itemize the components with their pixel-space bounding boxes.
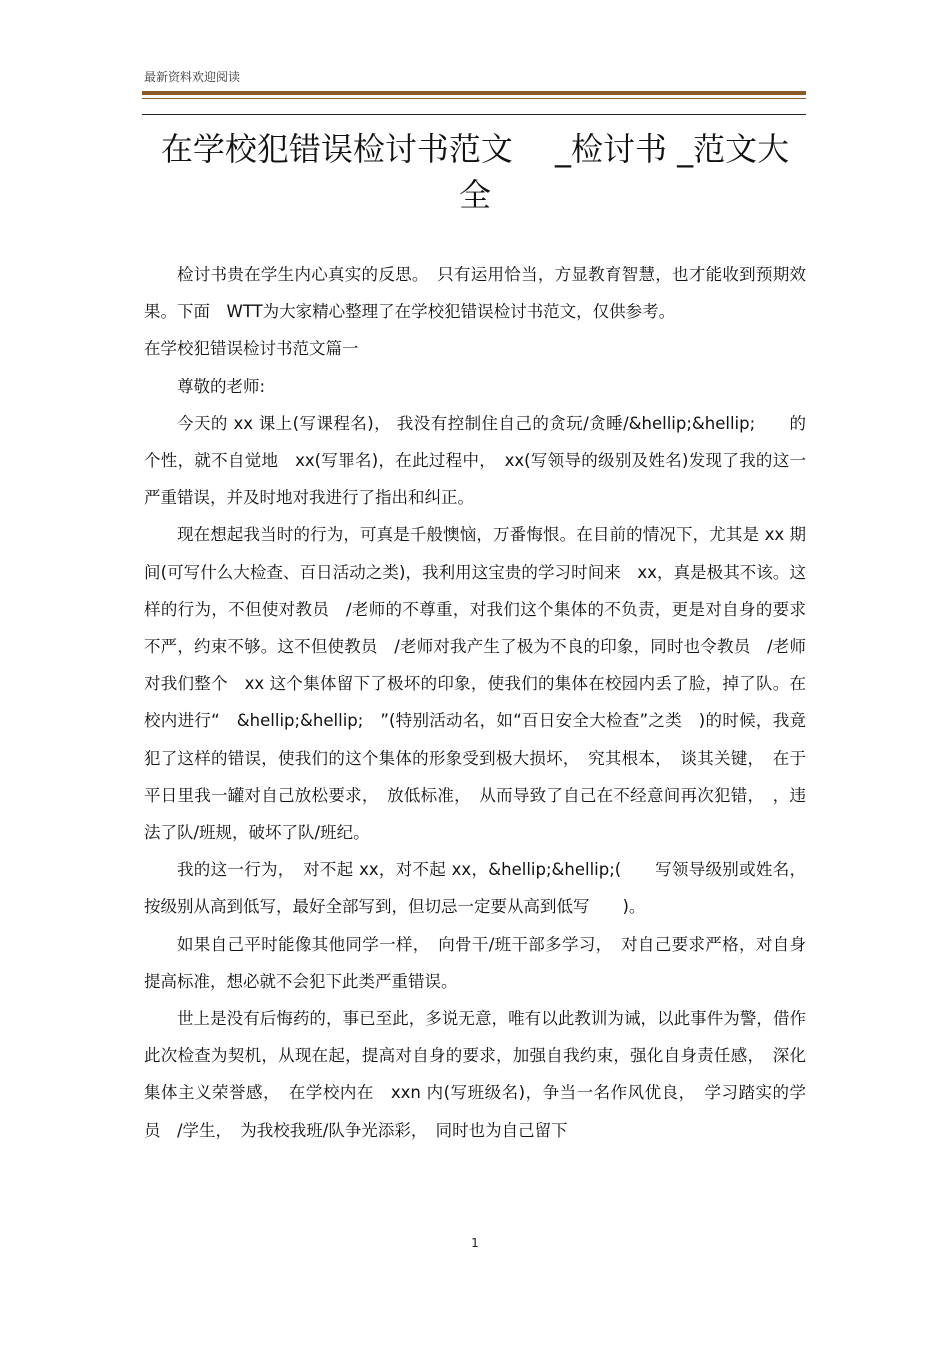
- document-body: [144, 256, 806, 1149]
- title-line-1: 在学校犯错误检讨书范文 _检讨书 _范文大: [160, 130, 790, 168]
- paragraph-intro: 检讨书贵在学生内心真实的反思。 只有运用恰当，方显教育智慧，也才能收到预期效果。下面 WTT为大家精心整理了在学校犯错误检讨书范文，仅供参考。: [144, 265, 806, 322]
- paragraph: 世上是没有后悔药的，事已至此，多说无意，唯有以此教训为诫，以此事件为警，借作此次检查为契机，从现在起，提高对自身的要求，加强自我约束，强化自身责任感， 深化集体主义荣誉感， 在学校内在 xxn 内(写班级名)，争当一名作风优良， 学习踏实的学员 /学生， 为我校我班/队争光添彩， 同时也为自己留下: [144, 1009, 806, 1140]
- title-line-2: 全: [458, 176, 491, 214]
- section-heading: 在学校犯错误检讨书范文篇一: [144, 339, 359, 359]
- title-top-rule: [142, 114, 806, 115]
- header-rule-thick: [142, 91, 806, 95]
- running-header: 最新资料欢迎阅读: [144, 70, 241, 84]
- document-title: [150, 126, 800, 218]
- paragraph: 今天的 xx 课上(写课程名)， 我没有控制住自己的贪玩/贪睡/&hellip;&hellip; 的个性，就不自觉地 xx(写罪名)，在此过程中， xx(写领导的级别及姓名)发现了我的这一严重错误，并及时地对我进行了指出和纠正。: [144, 413, 806, 508]
- salutation: 尊敬的老师:: [177, 376, 266, 396]
- page-number: 1: [471, 1236, 479, 1250]
- paragraph: 我的这一行为， 对不起 xx，对不起 xx，&hellip;&hellip;( 写领导级别或姓名，按级别从高到低写，最好全部写到，但切忌一定要从高到低写 )。: [144, 860, 806, 917]
- paragraph: 现在想起我当时的行为，可真是千般懊恼，万番悔恨。在目前的情况下，尤其是 xx 期间(可写什么大检查、百日活动之类)，我利用这宝贵的学习时间来 xx，真是极其不该。这样的行为，不但使对教员 /老师的不尊重，对我们这个集体的不负责，更是对自身的要求不严，约束不够。这不但使教员 /老师对我产生了极为不良的印象，同时也令教员 /老师对我们整个 xx 这个集体留下了极坏的印象，使我们的集体在校园内丢了脸，掉了队。在校内进行“ &hellip;&hellip; ”(特别活动名，如“百日安全大检查”之类 )的时候，我竟犯了这样的错误，使我们的这个集体的形象受到极大损坏， 究其根本， 谈其关键， 在于平日里我一罐对自己放松要求， 放低标准， 从而导致了自己在不经意间再次犯错， ，违法了队/班规，破坏了队/班纪。: [144, 525, 806, 843]
- header-rule-thin: [142, 98, 806, 99]
- paragraph: 如果自己平时能像其他同学一样， 向骨干/班干部多学习， 对自己要求严格，对自身提高标准，想必就不会犯下此类严重错误。: [144, 934, 806, 991]
